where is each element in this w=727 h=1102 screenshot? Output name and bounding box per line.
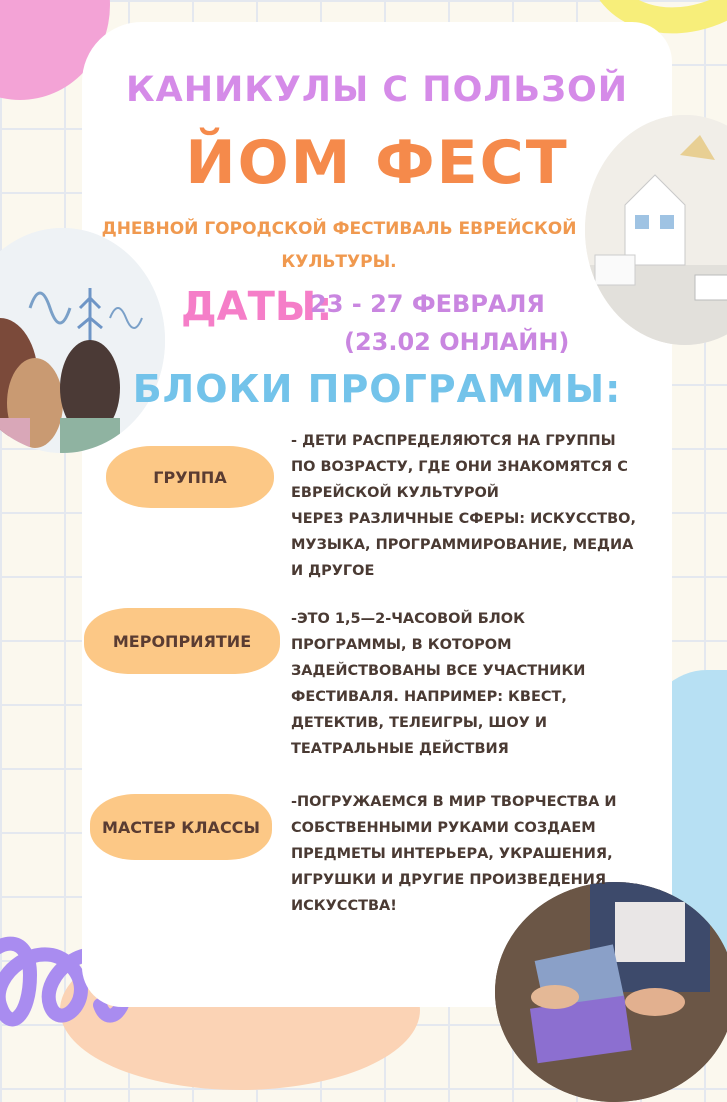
description-line: И ДРУГОЕ [291,563,375,579]
dates-online-note: (23.02 ОНЛАЙН) [344,328,570,356]
block-description-event [291,606,651,762]
description-line: ТЕАТРАЛЬНЫЕ ДЕЙСТВИЯ [291,741,509,757]
block-label-group: ГРУППА [106,446,274,508]
description-line: ФЕСТИВАЛЯ. НАПРИМЕР: КВЕСТ, [291,689,567,705]
description-line: ПРЕДМЕТЫ ИНТЕРЬЕРА, УКРАШЕНИЯ, [291,846,613,862]
description-line: ПО ВОЗРАСТУ, ГДЕ ОНИ ЗНАКОМЯТСЯ С [291,459,628,475]
description-line: ИГРУШКИ И ДРУГИЕ ПРОИЗВЕДЕНИЯ [291,872,607,888]
description-line: ЕВРЕЙСКОЙ КУЛЬТУРОЙ [291,485,499,501]
description-line: ИСКУССТВА! [291,898,397,914]
block-description-group [291,428,651,584]
festival-description: ДНЕВНОЙ ГОРОДСКОЙ ФЕСТИВАЛЬ ЕВРЕЙСКОЙ КУЛЬТУРЫ. [101,219,577,272]
dates-label: ДАТЫ: [181,284,333,330]
description-line: ЗАДЕЙСТВОВАНЫ ВСЕ УЧАСТНИКИ [291,663,586,679]
description-line: СОБСТВЕННЫМИ РУКАМИ СОЗДАЕМ [291,820,596,836]
description-line: ЧЕРЕЗ РАЗЛИЧНЫЕ СФЕРЫ: ИСКУССТВО, [291,511,636,527]
description-line: ДЕТЕКТИВ, ТЕЛЕИГРЫ, ШОУ И [291,715,548,731]
block-description-master-classes [291,789,651,919]
dates-range: 23 - 27 ФЕВРАЛЯ [310,290,545,318]
festival-title: ЙОМ ФЕСТ [185,128,569,198]
description-line: -ПОГРУЖАЕМСЯ В МИР ТВОРЧЕСТВА И [291,794,617,810]
block-label-master-classes: МАСТЕР КЛАССЫ [90,794,272,860]
description-line: МУЗЫКА, ПРОГРАММИРОВАНИЕ, МЕДИА [291,537,634,553]
program-blocks-heading: БЛОКИ ПРОГРАММЫ: [132,367,622,411]
block-label-event: МЕРОПРИЯТИЕ [84,608,280,674]
description-line: ПРОГРАММЫ, В КОТОРОМ [291,637,512,653]
description-line: -ЭТО 1,5—2-ЧАСОВОЙ БЛОК [291,611,525,627]
description-line: - ДЕТИ РАСПРЕДЕЛЯЮТСЯ НА ГРУППЫ [291,433,616,449]
subtitle-heading: КАНИКУЛЫ С ПОЛЬЗОЙ [126,70,628,110]
